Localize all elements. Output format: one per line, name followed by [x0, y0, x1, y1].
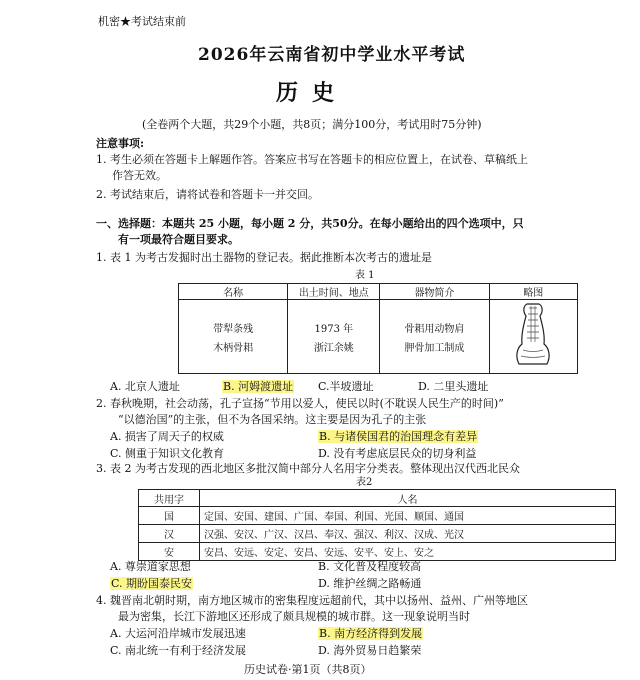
table-2-key: 国: [139, 507, 200, 525]
q2-option-a: A. 损害了周天子的权威: [110, 430, 224, 443]
table-1-desc-line1: 骨耜用动物肩: [404, 323, 465, 335]
confidential-label: 机密★考试结束前: [98, 15, 186, 28]
q3-option-b: B. 文化普及程度较高: [318, 560, 422, 573]
table-2-header-key: 共用字: [139, 490, 200, 507]
table-2-header-names: 人名: [200, 490, 616, 507]
q1-option-b: [222, 380, 294, 394]
table-2: [138, 489, 616, 561]
table-1-header-name: 名称: [179, 284, 288, 300]
question-3-line1: 3. 表 2 为考古发现的西北地区多批汉简中部分人名用字分类表。整体现出汉代西北民众: [96, 462, 520, 475]
table-1-cell-desc: [380, 300, 489, 374]
table-1-time-line2: 浙江余姚: [313, 342, 354, 354]
table-1-header-time: 出土时间、地点: [288, 284, 380, 300]
q1-option-a: A. 北京人遗址: [110, 380, 180, 393]
q3-option-c-text: C. 期盼国泰民安: [111, 577, 193, 590]
table-2-names: 汉强、安汉、广汉、汉昌、奉汉、强汉、利汉、汉成、光汉: [200, 525, 616, 543]
page-footer: 历史试卷·第1页（共8页）: [244, 663, 372, 676]
note-item-2: 2. 考试结束后，请将试卷和答题卡一并交回。: [96, 188, 319, 201]
question-4-line2: 最为密集，长江下游地区还形成了颇具规模的城市群。这一现象说明当时: [118, 610, 470, 623]
question-1-stem: 1. 表 1 为考古发掘时出土器物的登记表。据此推断本次考古的遗址是: [96, 251, 432, 264]
subject-title: 历史: [276, 80, 349, 106]
bone-spade-sketch-icon: [509, 300, 557, 370]
table-1-time-line1: 1973 年: [314, 323, 354, 335]
q2-option-c: C. 侧重于知识文化教育: [110, 447, 225, 460]
question-2-line1: 2. 春秋晚期，社会动荡，孔子宣扬“节用以爱人，使民以时(不耽误人民生产的时间)”: [96, 397, 504, 410]
q2-option-b-text: B. 与诸侯国君的治国理念有差异: [319, 430, 478, 443]
note-item-1-cont: 作答无效。: [112, 169, 167, 182]
q4-option-b: [318, 627, 423, 641]
table-1-caption: 表 1: [355, 270, 375, 281]
section-heading: 一、选择题：本题共 25 小题，每小题 2 分，共50分。在每小题给出的四个选项中，只: [96, 217, 524, 230]
exam-title: 2026年云南省初中学业水平考试: [198, 45, 466, 65]
q4-option-b-text: B. 南方经济得到发展: [319, 627, 423, 640]
q4-option-d: D. 海外贸易日趋繁荣: [318, 644, 422, 657]
question-2-line2: “以德治国”的主张，但不为各国采纳。这主要是因为孔子的主张: [118, 413, 427, 426]
section-heading-cont: 有一项最符合题目要求。: [118, 233, 239, 246]
table-2-key: 安: [139, 543, 200, 561]
q4-option-c: C. 南北统一有利于经济发展: [110, 644, 247, 657]
table-1-cell-name: [179, 300, 288, 374]
q4-option-a: A. 大运河沿岸城市发展迅速: [110, 627, 246, 640]
notes-heading: 注意事项:: [96, 137, 145, 150]
q1-option-d: D. 二里头遗址: [418, 380, 489, 393]
table-1-name-line1: 带犁条残: [213, 323, 254, 335]
table-2-names: 定国、安国、建国、广国、奉国、利国、光国、顺国、通国: [200, 507, 616, 525]
table-1-header-desc: 器物简介: [380, 284, 489, 300]
q2-option-b: [318, 430, 478, 444]
note-item-1: 1. 考生必须在答题卡上解题作答。答案应书写在答题卡的相应位置上，在试卷、草稿纸上: [96, 153, 528, 166]
question-4-line1: 4. 魏晋南北朝时期，南方地区城市的密集程度远超前代，其中以扬州、益州、广州等地区: [96, 594, 528, 607]
table-1: [178, 283, 578, 374]
q3-option-a: A. 尊崇道家思想: [110, 560, 191, 573]
table-1-header-sketch: 略图: [489, 284, 577, 300]
table-1-desc-line2: 胛骨加工制成: [404, 342, 465, 354]
q1-option-c: C.半坡遗址: [318, 380, 374, 393]
q3-option-c: [110, 577, 193, 591]
table-2-names: 安昌、安远、安定、安昌、安远、安平、安上、安之: [200, 543, 616, 561]
table-1-cell-time: [288, 300, 380, 374]
q1-option-b-text: B. 河姆渡遗址: [223, 380, 294, 393]
q3-option-d: D. 维护丝绸之路畅通: [318, 577, 422, 590]
exam-info: (全卷两个大题，共29个小题，共8页；满分100分，考试用时75分钟): [142, 118, 482, 131]
table-1-cell-sketch: [489, 300, 577, 374]
table-2-caption: 表2: [356, 477, 373, 488]
table-1-name-line2: 木柄骨耜: [213, 342, 254, 354]
q2-option-d: D. 没有考虑底层民众的切身利益: [318, 447, 477, 460]
table-2-key: 汉: [139, 525, 200, 543]
